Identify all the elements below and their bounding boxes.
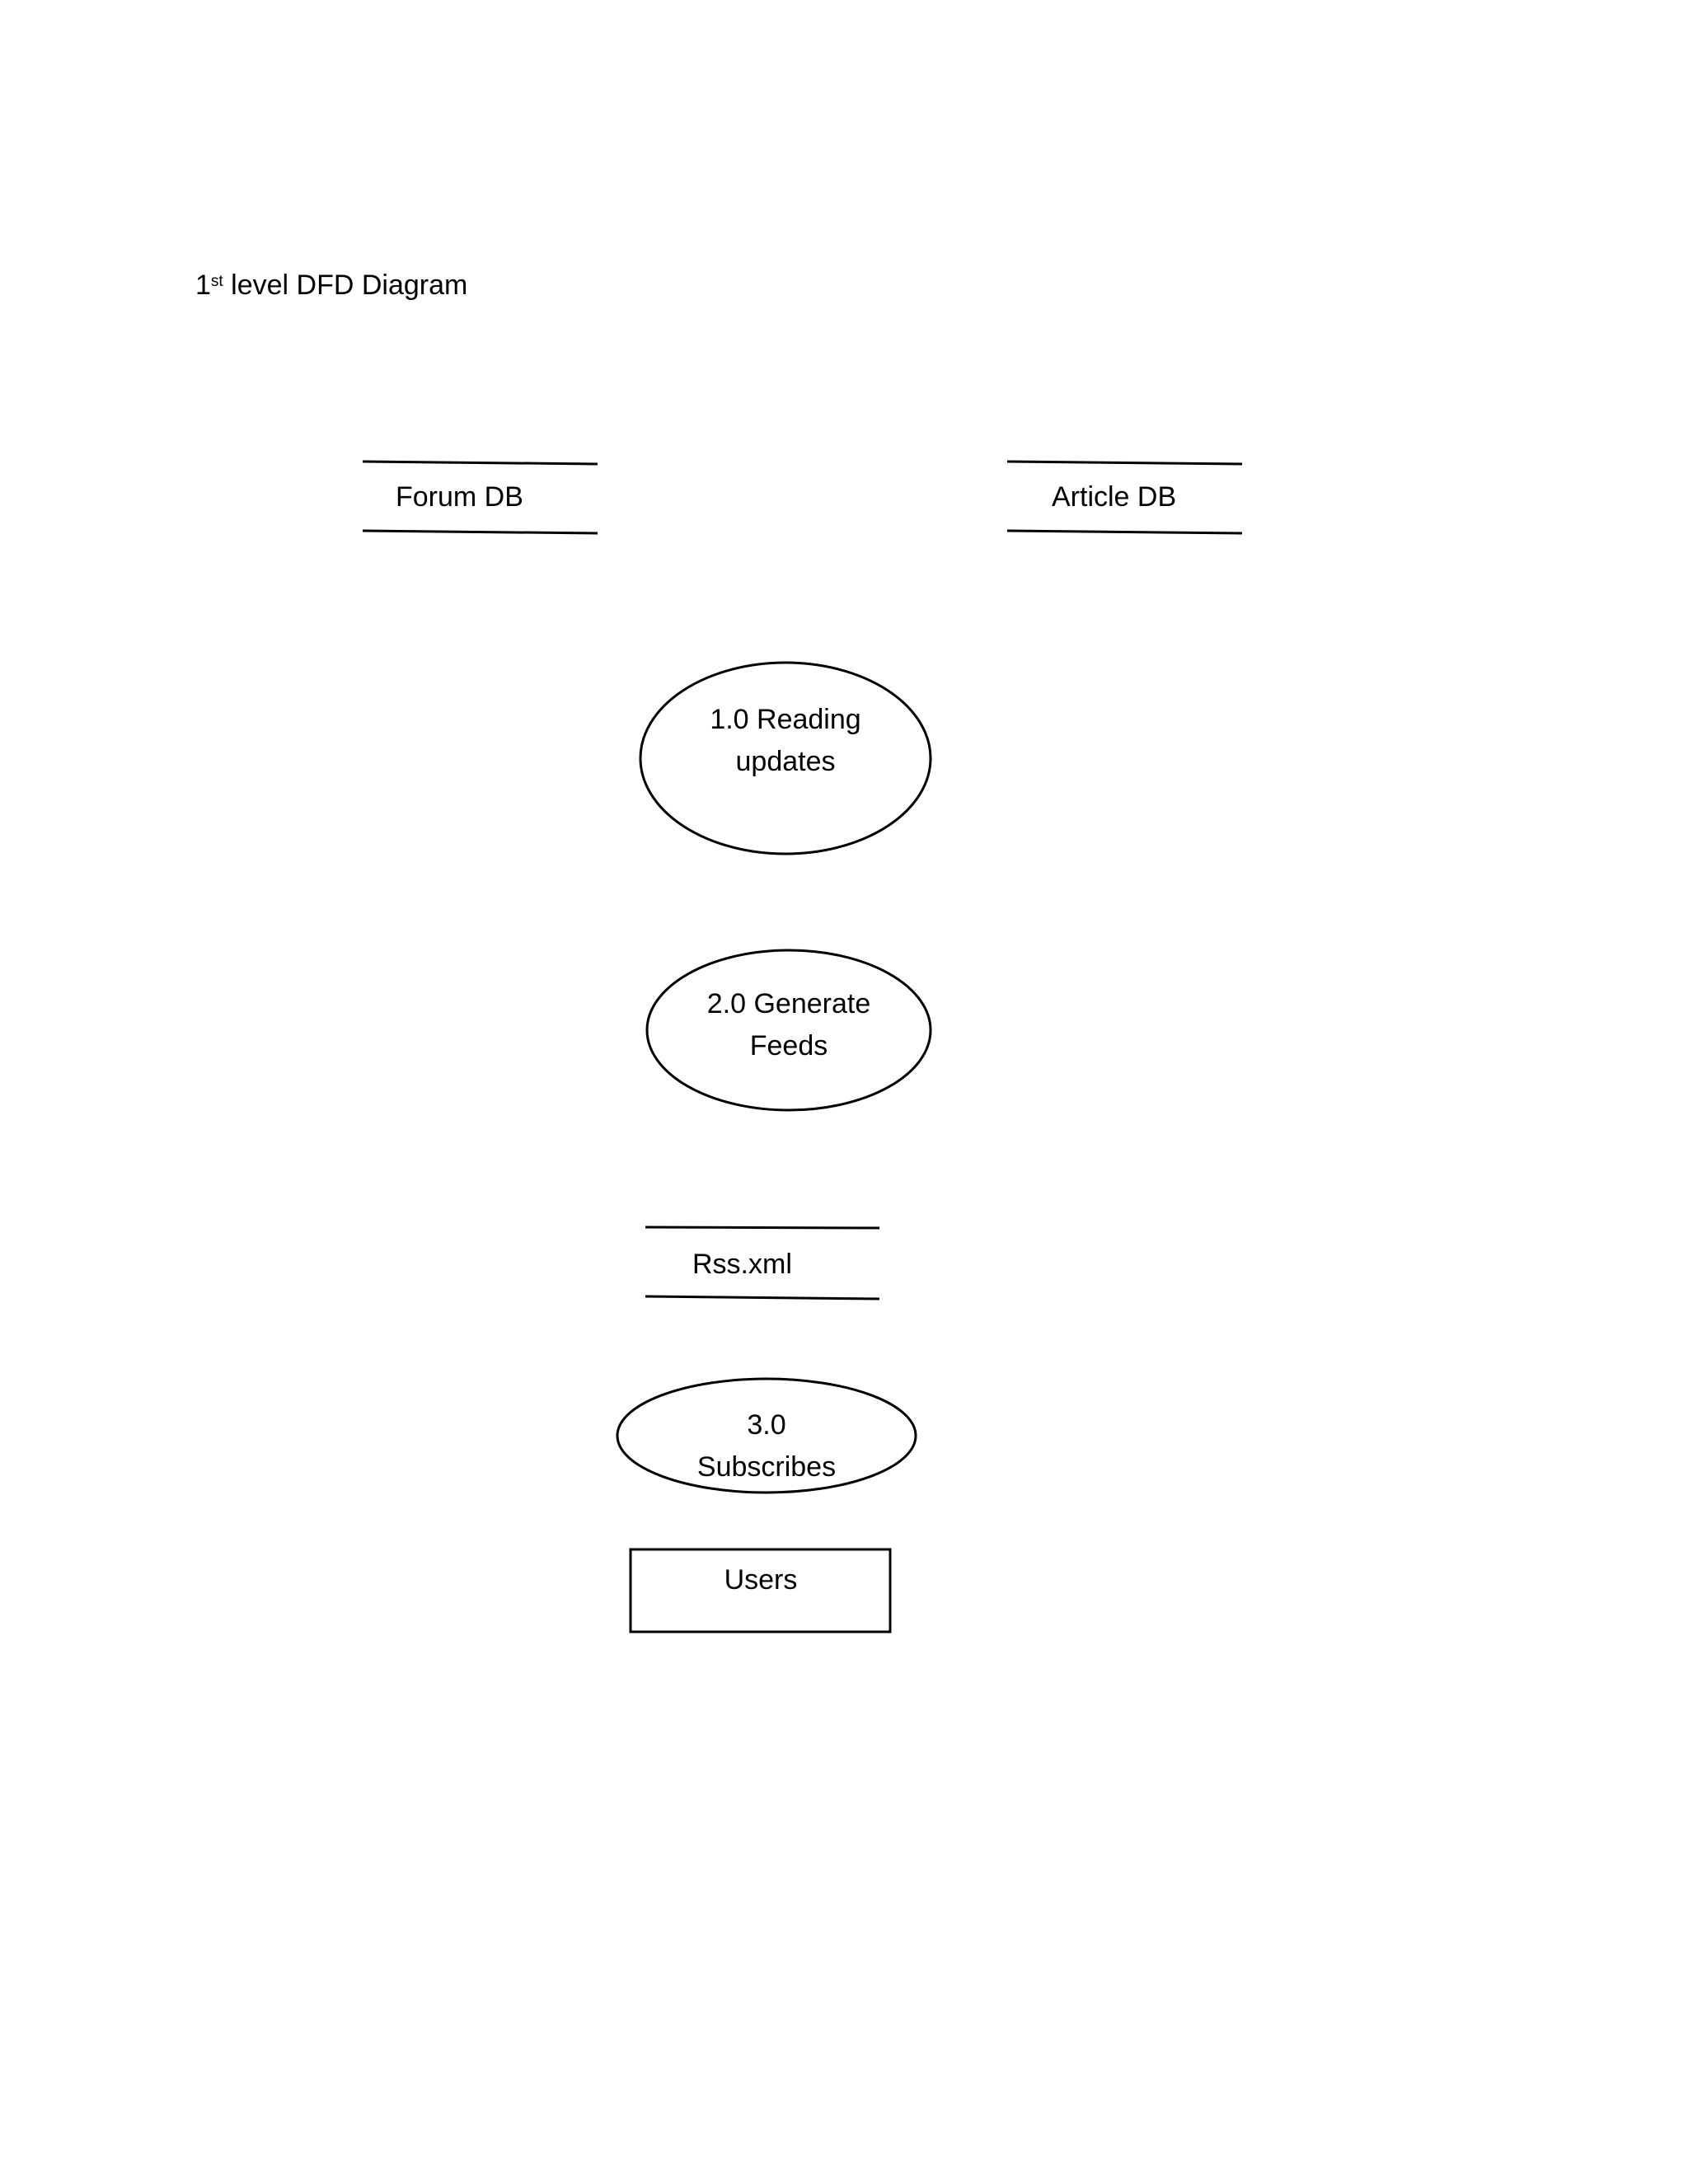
process-reading-updates-line1: 1.0 Reading	[710, 704, 861, 735]
process-reading-updates-line2: updates	[735, 746, 836, 777]
forum-db-label: Forum DB	[396, 481, 523, 513]
process-generate-feeds	[647, 950, 931, 1110]
process-reading-updates	[640, 663, 931, 854]
data-store-rss-xml	[645, 1227, 879, 1299]
forum-db-bottom-line	[363, 531, 598, 533]
process-subscribes-line2: Subscribes	[696, 1451, 837, 1483]
article-db-label: Article DB	[1052, 481, 1177, 513]
article-db-top-line	[1007, 462, 1242, 464]
article-db-bottom-line	[1007, 531, 1242, 533]
data-store-forum-db	[363, 462, 598, 533]
process-subscribes	[617, 1379, 916, 1493]
rss-xml-label: Rss.xml	[692, 1249, 792, 1280]
rss-xml-bottom-line	[645, 1296, 879, 1299]
process-generate-feeds-line1: 2.0 Generate	[706, 988, 871, 1019]
data-store-article-db	[1007, 462, 1242, 533]
process-generate-feeds-line2: Feeds	[749, 1030, 828, 1062]
entity-users	[631, 1549, 890, 1632]
diagram-title-ordinal: st	[210, 273, 223, 290]
forum-db-top-line	[363, 462, 598, 464]
diagram-title-number: 1	[195, 269, 211, 301]
rss-xml-top-line	[645, 1227, 879, 1228]
entity-users-label: Users	[724, 1564, 798, 1596]
process-subscribes-line1: 3.0	[747, 1409, 786, 1441]
diagram-title-text: level DFD Diagram	[223, 269, 468, 301]
